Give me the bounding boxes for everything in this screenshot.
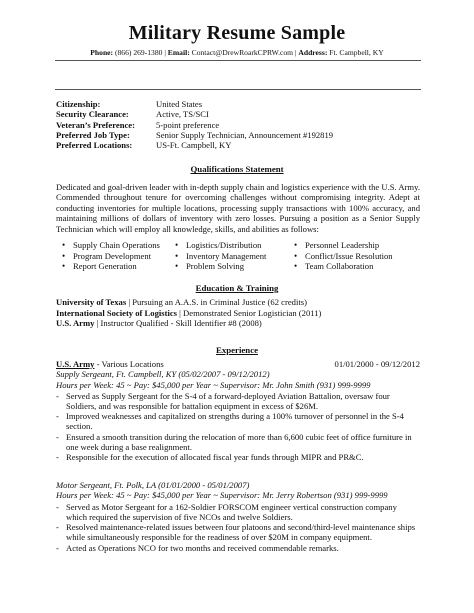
skill-item bbox=[62, 261, 175, 272]
role-hours: Hours per Week: 45 ~ Pay: $45,000 per Year ~ Supervisor: Mr. Jerry Robertson (931) 999-9999 bbox=[56, 490, 388, 501]
employer-block bbox=[56, 359, 420, 390]
qualifications-summary: Dedicated and goal-driven leader with in-depth supply chain and logistics experience with the U.S. Army. Commended throughout tenure for overcoming challenges without compromising integrity. Adept at conducting inventories for multiple locations, processing supply transactions with 100% accuracy, and maintaining millions of dollars of inventory with zero losses. Pursuing a position as a Senior Supply Technician which will employ all knowledge, skills, and abilities as follows: bbox=[56, 182, 420, 234]
list-item bbox=[56, 432, 420, 452]
education-item bbox=[56, 318, 422, 329]
email-label: Email: bbox=[167, 48, 190, 57]
list-item bbox=[56, 391, 420, 411]
dash-icon: - bbox=[56, 431, 59, 442]
info-label: Preferred Job Type: bbox=[56, 129, 130, 140]
phone-label: Phone: bbox=[90, 48, 114, 57]
info-value: United States bbox=[156, 99, 203, 109]
skill-item bbox=[175, 251, 294, 262]
info-row bbox=[56, 99, 333, 109]
education-school: University of Texas bbox=[56, 297, 127, 307]
role-title: Supply Sergeant, Ft. Campbell, KY (05/02/2007 - 09/12/2012) bbox=[56, 369, 270, 380]
info-row bbox=[56, 109, 333, 119]
skill-label: Problem Solving bbox=[186, 261, 245, 271]
address-value: Ft. Campbell, KY bbox=[329, 48, 384, 57]
dash-icon: - bbox=[56, 542, 59, 553]
bullet-text: Acted as Operations NCO for two months and received commendable remarks. bbox=[66, 542, 339, 553]
info-value: Active, TS/SCI bbox=[156, 109, 209, 120]
skill-label: Supply Chain Operations bbox=[73, 240, 160, 250]
email-value[interactable]: Contact@DrewRoarkCPRW.com bbox=[191, 48, 294, 57]
phone-value: (866) 269-1380 bbox=[114, 48, 163, 57]
bullet-icon: • bbox=[294, 250, 298, 261]
list-item bbox=[56, 452, 420, 462]
skill-item bbox=[62, 240, 175, 251]
skill-item bbox=[294, 261, 422, 272]
bullet-text: Improved weaknesses and capitalized on strengths during a 100% turnover of personnel in the S-4 section. bbox=[66, 411, 404, 432]
employer-name: U.S. Army bbox=[56, 359, 95, 369]
skill-label: Program Development bbox=[73, 250, 152, 261]
bullet-icon: • bbox=[62, 240, 66, 250]
info-value: Senior Supply Technician, Announcement #192819 bbox=[156, 129, 334, 140]
bullet-icon: • bbox=[294, 261, 298, 271]
skills-list bbox=[62, 240, 422, 272]
skill-item bbox=[175, 261, 294, 272]
skill-label: Personnel Leadership bbox=[305, 240, 380, 250]
bullet-text: Ensured a smooth transition during the relocation of more than 6,600 cubic feet of office furniture in one week during a base realignment. bbox=[66, 431, 412, 452]
skill-label: Conflict/Issue Resolution bbox=[305, 250, 393, 261]
list-item bbox=[56, 522, 420, 542]
education-school: International Society of Logistics bbox=[56, 307, 178, 318]
page-title: Military Resume Sample bbox=[128, 22, 346, 44]
role-title: Motor Sergeant, Ft. Polk, LA (01/01/2000 - 05/01/2007) bbox=[56, 480, 250, 490]
bullet-text: Served as Motor Sergeant for a 162-Soldier FORSCOM engineer vertical construction company which required the supervision of five NCOs and twelve Soldiers. bbox=[66, 502, 397, 523]
skill-label: Logistics/Distribution bbox=[186, 240, 262, 250]
bullet-text: Served as Supply Sergeant for the S-4 of a forward-deployed Aviation Battalion, oversaw four Soldiers, and was responsible for battalion equipment in excess of $26M. bbox=[66, 391, 390, 412]
bullet-icon: • bbox=[62, 261, 66, 271]
dash-icon: - bbox=[56, 451, 59, 462]
employer-dates: 01/01/2000 - 09/12/2012 bbox=[334, 359, 420, 369]
dash-icon: - bbox=[56, 502, 59, 512]
education-detail: | Pursuing an A.A.S. in Criminal Justice (62 credits) bbox=[126, 297, 307, 307]
experience-heading: Experience bbox=[215, 345, 259, 355]
employer-line bbox=[56, 359, 420, 369]
bullet-icon: • bbox=[175, 250, 179, 261]
skills-row bbox=[62, 251, 422, 262]
skill-item bbox=[175, 240, 294, 251]
bullet-text: Responsible for the execution of allocated fiscal year funds through MIPR and PR&C. bbox=[66, 451, 364, 462]
dash-icon: - bbox=[56, 522, 59, 533]
skill-label: Team Collaboration bbox=[305, 261, 374, 271]
info-label: Security Clearance: bbox=[56, 109, 129, 120]
list-item bbox=[56, 502, 420, 522]
address-label: Address: bbox=[298, 48, 328, 57]
header-divider-lower bbox=[55, 89, 421, 90]
info-value: US-Ft. Campbell, KY bbox=[156, 140, 232, 151]
bullet-text: Resolved maintenance-related issues between four platoons and second/third-level maintenance ships while simultaneously responsible for the readiness of over $20M in company equipment. bbox=[66, 522, 416, 543]
skill-label: Report Generation bbox=[73, 261, 137, 271]
info-row bbox=[56, 140, 333, 150]
contact-line: Phone: (866) 269-1380 | Email: Contact@DrewRoarkCPRW.com | Address: Ft. Campbell, KY bbox=[90, 48, 384, 57]
info-label: Citizenship: bbox=[56, 99, 101, 109]
bullet-icon: • bbox=[175, 261, 179, 271]
skill-item bbox=[62, 251, 175, 262]
bullet-icon: • bbox=[294, 240, 298, 250]
info-label: Preferred Locations: bbox=[56, 140, 133, 151]
role-header bbox=[56, 480, 420, 501]
skill-item bbox=[294, 240, 422, 251]
employer-location: - Various Locations bbox=[94, 359, 164, 369]
skills-row bbox=[62, 261, 422, 272]
education-list bbox=[56, 297, 422, 329]
list-item bbox=[56, 543, 420, 553]
role-hours: Hours per Week: 45 ~ Pay: $45,000 per Year ~ Supervisor: Mr. John Smith (931) 999-9999 bbox=[56, 379, 371, 390]
education-detail: | Instructor Qualified - Skill Identifier #8 (2008) bbox=[94, 318, 262, 329]
role-bullets bbox=[56, 502, 420, 553]
education-item bbox=[56, 308, 422, 319]
education-heading: Education & Training bbox=[195, 283, 279, 293]
education-school: U.S. Army bbox=[56, 318, 95, 329]
info-row bbox=[56, 130, 333, 140]
skill-item bbox=[294, 251, 422, 262]
skills-row bbox=[62, 240, 422, 251]
education-detail: | Demonstrated Senior Logistician (2011) bbox=[177, 307, 322, 318]
bullet-icon: • bbox=[175, 240, 179, 250]
bullet-icon: • bbox=[62, 250, 66, 261]
role-bullets bbox=[56, 391, 420, 462]
info-value: 5-point preference bbox=[156, 119, 220, 130]
info-row bbox=[56, 120, 333, 130]
header-divider bbox=[55, 60, 421, 61]
dash-icon: - bbox=[56, 391, 59, 401]
skill-label: Inventory Management bbox=[186, 250, 267, 261]
dash-icon: - bbox=[56, 411, 59, 422]
education-item bbox=[56, 297, 422, 308]
list-item bbox=[56, 411, 420, 431]
qualifications-heading: Qualifications Statement bbox=[190, 164, 284, 174]
info-label: Veteran’s Preference: bbox=[56, 119, 135, 130]
personal-info bbox=[56, 99, 333, 150]
